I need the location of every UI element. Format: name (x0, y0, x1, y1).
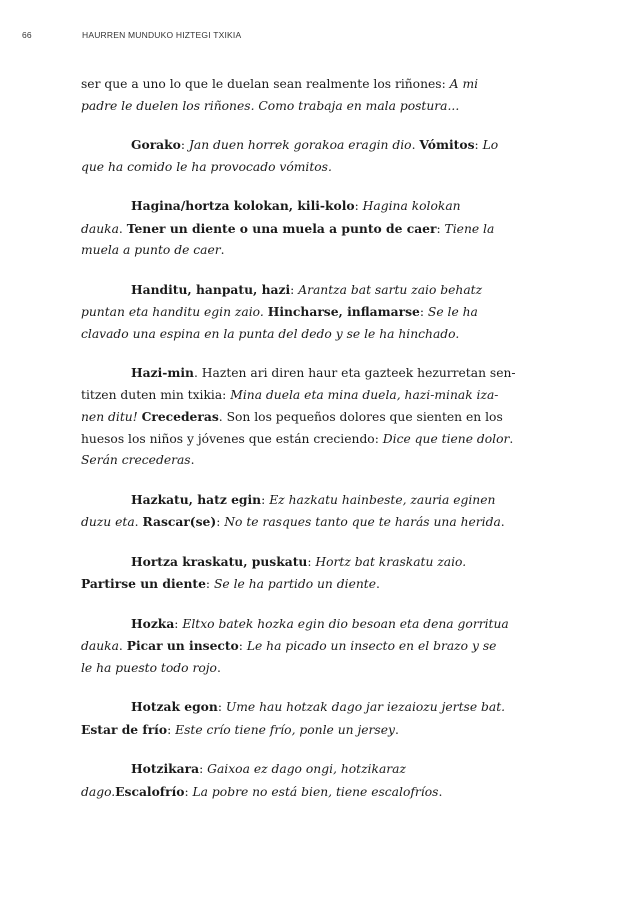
body-text: : (174, 616, 183, 631)
text-line (81, 781, 553, 804)
text-line (81, 613, 553, 636)
example-text: clavado una espina en la punta del dedo y se le ha hinchado. (81, 326, 460, 341)
body-text: . Hazten ari diren haur eta gazteek hezurretan sen- (193, 366, 516, 380)
dictionary-entry (81, 551, 553, 596)
text-line (81, 406, 553, 429)
body-text: : (419, 305, 428, 319)
body-text: . (375, 577, 380, 591)
dictionary-entry (81, 134, 553, 178)
entry-term: Estar de frío (81, 721, 168, 737)
text-line (81, 511, 553, 534)
example-text: Gaixoa ez dago ongi, hotzikaraz (207, 762, 406, 776)
example-text: nen ditu! (81, 410, 138, 424)
text-line (81, 195, 553, 218)
example-text: Le ha picado un insecto en el brazo y se (246, 639, 497, 653)
text-line (81, 279, 553, 302)
dictionary-entry (81, 696, 553, 741)
entry-term: Hazi-min (131, 365, 194, 380)
example-text: padre le duelen los riñones. Como trabaja en mala postura... (81, 98, 460, 113)
entry-term: Picar un insecto (126, 638, 239, 653)
example-text: puntan eta handitu egin zaio. (81, 305, 264, 319)
example-text: que ha comido le ha provocado vómitos. (81, 159, 332, 174)
entry-term: Hotzak egon (131, 699, 218, 714)
text-line (81, 96, 553, 118)
body-text: huesos los niños y jóvenes que están creciendo: (81, 431, 383, 446)
entry-term: Handitu, hanpatu, hazi (131, 281, 291, 297)
text-line (81, 362, 553, 385)
example-text: Se le ha (427, 305, 478, 319)
entry-term: Vómitos (419, 137, 475, 152)
text-line (81, 74, 553, 96)
example-text: Hagina kolokan (362, 199, 461, 213)
body-text: : (216, 515, 225, 529)
text-line (81, 719, 553, 742)
text-line (81, 450, 553, 472)
example-text: muela a punto de caer (81, 243, 221, 257)
text-line (81, 635, 553, 658)
dictionary-body (81, 74, 553, 820)
entry-term: Rascar(se) (142, 514, 217, 529)
dictionary-entry (81, 195, 553, 262)
entry-term: Gorako (131, 137, 181, 152)
example-text: Dice que tiene dolor (382, 431, 510, 446)
body-text: . (190, 453, 195, 467)
body-text: . (509, 431, 514, 446)
example-text: A mi (449, 77, 479, 91)
example-text: Serán crecederas (81, 453, 191, 467)
text-line (81, 551, 553, 574)
body-text: : (217, 700, 226, 714)
body-text: : (180, 138, 189, 152)
text-line (81, 218, 553, 241)
example-text: Tiene la (444, 221, 495, 236)
body-text: . (438, 784, 443, 799)
example-text: duzu eta (81, 515, 135, 529)
text-line (81, 658, 553, 680)
text-line (81, 429, 553, 451)
entry-term: Hozka (131, 615, 175, 631)
body-text: : (307, 554, 316, 569)
body-text: : (199, 762, 208, 776)
example-text: Este crío tiene frío, ponle un jersey (175, 722, 395, 737)
body-text: titzen duten min txikia: (81, 387, 231, 402)
entry-term: Hortza kraskatu, puskatu (131, 553, 308, 569)
entry-term: Hagina/hortza kolokan, kili-kolo (131, 198, 355, 213)
text-line (81, 157, 553, 179)
entry-term: Crecederas (141, 409, 219, 424)
text-line (81, 573, 553, 596)
body-text: . (118, 639, 127, 653)
text-line (81, 489, 553, 512)
text-line (81, 324, 553, 346)
body-text: : (167, 722, 176, 737)
body-text: : (184, 784, 193, 799)
example-text: dago. (81, 784, 116, 799)
example-text: No te rasques tanto que te harás una herida (224, 515, 501, 529)
text-line (81, 301, 553, 324)
example-text: Eltxo batek hozka egin dio besoan eta dena gorritua (182, 616, 509, 631)
running-title: HAURREN MUNDUKO HIZTEGI TXIKIA (82, 30, 242, 40)
example-text: Ume hau hotzak dago jar iezaiozu jertse bat. (225, 700, 506, 714)
body-text: . (216, 660, 221, 675)
example-text: Lo (482, 138, 499, 152)
entry-term: Hazkatu, hatz egin (131, 491, 262, 507)
example-text: Hortz bat kraskatu zaio. (315, 554, 467, 569)
dictionary-entry (81, 362, 553, 472)
body-text: . (411, 138, 420, 152)
continued-paragraph (81, 74, 553, 117)
example-text: Mina duela eta mina duela, hazi-minak iza- (230, 387, 499, 402)
text-line (81, 240, 553, 262)
dictionary-entry (81, 279, 553, 346)
entry-term: Escalofrío (115, 783, 185, 799)
page-number: 66 (22, 30, 32, 40)
example-text: Jan duen horrek gorakoa eragin dio (188, 138, 412, 152)
text-line (81, 758, 553, 781)
body-text: : (205, 577, 214, 591)
example-text: Arantza bat sartu zaio behatz (298, 282, 483, 297)
entry-term: Tener un diente o una muela a punto de caer (126, 220, 437, 236)
body-text: : (474, 138, 483, 152)
text-line (81, 696, 553, 719)
example-text: La pobre no está bien, tiene escalofríos (192, 784, 439, 799)
example-text: dauka (81, 639, 119, 653)
example-text: Se le ha partido un diente (213, 577, 376, 591)
body-text: : (436, 221, 445, 236)
dictionary-entry (81, 489, 553, 534)
example-text: dauka (81, 221, 119, 236)
body-text: . (220, 243, 225, 257)
body-text: . (134, 515, 143, 529)
text-line (81, 134, 553, 157)
entry-term: Partirse un diente (81, 576, 206, 591)
body-text: . Son los pequeños dolores que sienten en los (218, 410, 503, 424)
dictionary-entry (81, 613, 553, 680)
body-text: : (261, 492, 270, 507)
body-text: . (394, 722, 399, 737)
body-text: : (354, 199, 363, 213)
entry-term: Hincharse, inflamarse (267, 304, 420, 319)
example-text: le ha puesto todo rojo (81, 660, 217, 675)
entry-term: Hotzikara (131, 761, 200, 776)
body-text: . (118, 221, 127, 236)
body-text: ser que a uno lo que le duelan sean realmente los riñones: (81, 77, 450, 91)
body-text: : (290, 282, 299, 297)
text-line (81, 385, 553, 407)
dictionary-entry (81, 758, 553, 803)
body-text: : (238, 639, 247, 653)
page-header (0, 30, 638, 44)
body-text: . (500, 515, 505, 529)
example-text: Ez hazkatu hainbeste, zauria eginen (269, 492, 496, 507)
